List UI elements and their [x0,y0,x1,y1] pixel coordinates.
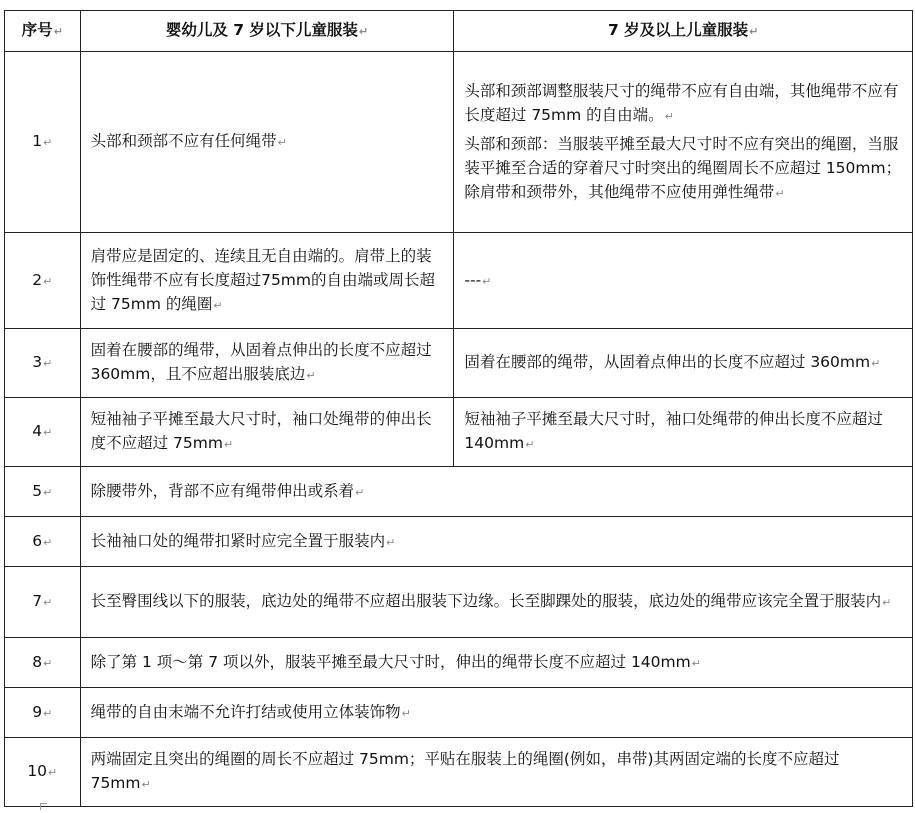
shared-requirement: 长袖袖口处的绳带扣紧时应完全置于服装内↵ [80,517,912,567]
header-row [5,11,913,52]
table-row [5,638,913,688]
header-infant: 婴幼儿及 7 岁以下儿童服装↵ [80,11,454,52]
row-number: 6↵ [5,517,81,567]
cord-requirements-table [4,10,913,807]
child-requirement: 短袖袖子平摊至最大尺寸时，袖口处绳带的伸出长度不应超过 140mm↵ [454,398,913,467]
table-row [5,52,913,233]
row-number: 4↵ [5,398,81,467]
shared-requirement: 两端固定且突出的绳圈的周长不应超过 75mm；平贴在服装上的绳圈(例如，串带)其两固定端的长度不应超过 75mm↵ [80,738,912,807]
row-number: 2↵ [5,233,81,329]
header-no: 序号↵ [5,11,81,52]
shared-requirement: 长至臀围线以下的服装，底边处的绳带不应超出服装下边缘。长至脚踝处的服装，底边处的绳带应该完全置于服装内↵ [80,567,912,638]
infant-requirement: 肩带应是固定的、连续且无自由端的。肩带上的装饰性绳带不应有长度超过75mm的自由端或周长超过 75mm 的绳圈↵ [80,233,454,329]
row-number: 9↵ [5,688,81,738]
infant-requirement: 固着在腰部的绳带，从固着点伸出的长度不应超过 360mm，且不应超出服装底边↵ [80,329,454,398]
infant-requirement: 头部和颈部不应有任何绳带↵ [80,52,454,233]
table-row [5,233,913,329]
table-row [5,688,913,738]
row-number: 3↵ [5,329,81,398]
shared-requirement: 除了第 1 项～第 7 项以外，服装平摊至最大尺寸时，伸出的绳带长度不应超过 140mm↵ [80,638,912,688]
child-requirement: 头部和颈部调整服装尺寸的绳带不应有自由端，其他绳带不应有长度超过 75mm 的自由端。↵ 头部和颈部：当服装平摊至最大尺寸时不应有突出的绳圈，当服装平摊至合适的穿着尺寸时突出的绳圈周长不应超过 150mm；除肩带和颈带外，其他绳带不应使用弹性绳带↵ [454,52,913,233]
shared-requirement: 绳带的自由末端不允许打结或使用立体装饰物↵ [80,688,912,738]
table-row [5,467,913,517]
infant-requirement: 短袖袖子平摊至最大尺寸时，袖口处绳带的伸出长度不应超过 75mm↵ [80,398,454,467]
table-row [5,738,913,807]
table-row [5,567,913,638]
row-number: 5↵ [5,467,81,517]
corner-mark [40,803,47,810]
table-row [5,517,913,567]
child-requirement: ---↵ [454,233,913,329]
row-number: 10↵ [5,738,81,807]
header-child: 7 岁及以上儿童服装↵ [454,11,913,52]
child-requirement: 固着在腰部的绳带，从固着点伸出的长度不应超过 360mm↵ [454,329,913,398]
row-number: 8↵ [5,638,81,688]
row-number: 1↵ [5,52,81,233]
row-number: 7↵ [5,567,81,638]
table-row [5,329,913,398]
shared-requirement: 除腰带外，背部不应有绳带伸出或系着↵ [80,467,912,517]
table-row [5,398,913,467]
